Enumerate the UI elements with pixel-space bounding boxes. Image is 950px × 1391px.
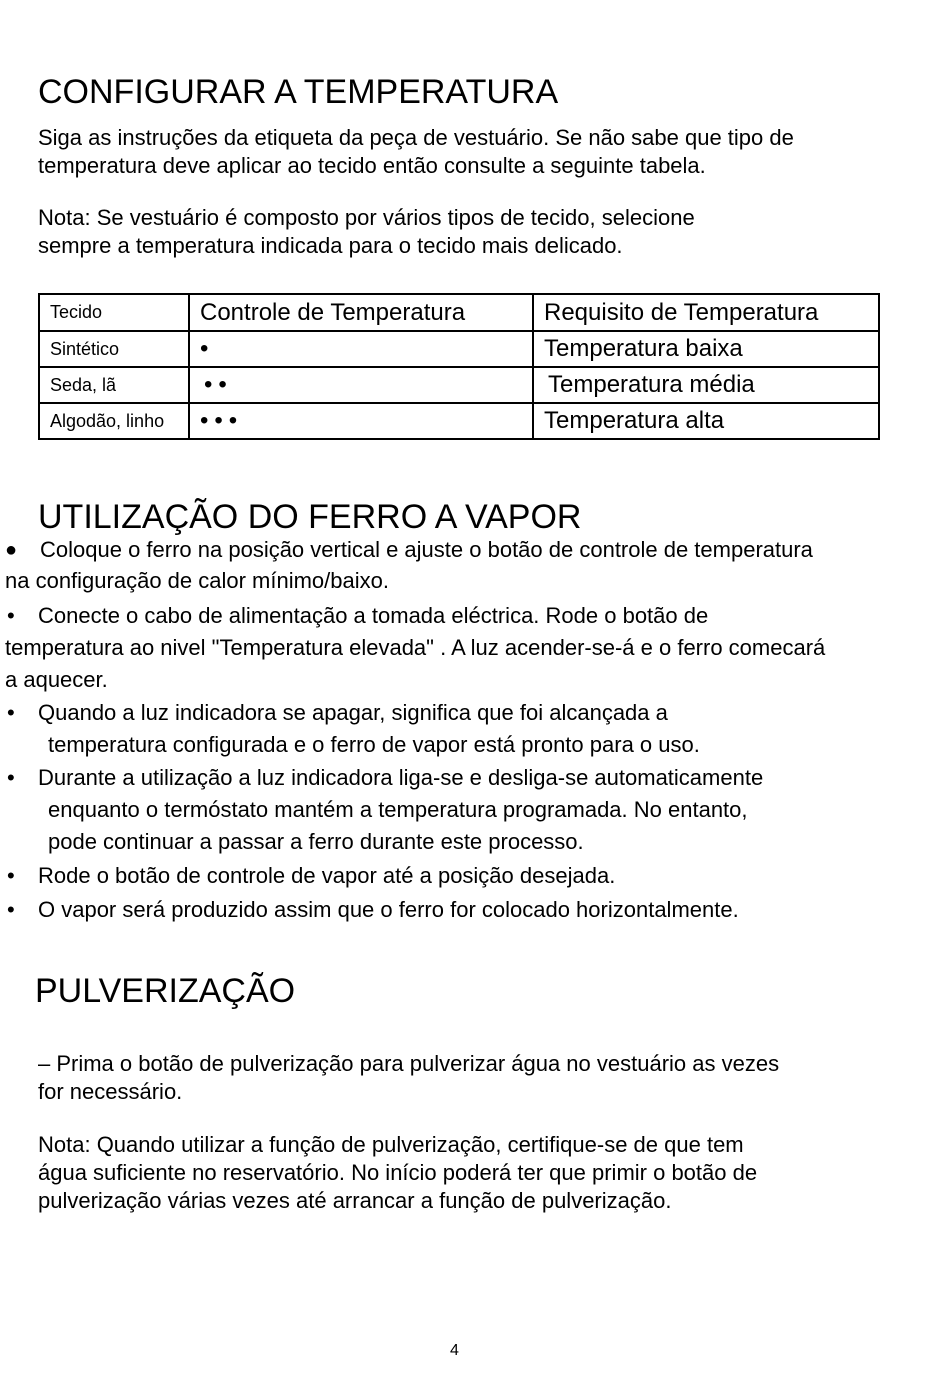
- spray-note-line: pulverização várias vezes até arrancar a função de pulverização.: [38, 1188, 672, 1213]
- table-cell-fabric: Sintético: [39, 331, 189, 367]
- spray-text-line: – Prima o botão de pulverização para pulverizar água no vestuário as vezes: [38, 1051, 780, 1076]
- list-item-text: Conecte o cabo de alimentação a tomada eléctrica. Rode o botão de: [38, 603, 709, 628]
- spray-text-line: for necessário.: [38, 1079, 183, 1104]
- list-item-text: temperatura configurada e o ferro de vapor está pronto para o uso.: [48, 732, 700, 757]
- bullet-icon: •: [7, 603, 15, 628]
- page-number: 4: [450, 1342, 459, 1359]
- bullet-icon: •: [7, 897, 15, 922]
- table-cell-control-dots: •••: [189, 403, 533, 439]
- intro-text-line: Siga as instruções da etiqueta da peça de vestuário. Se não sabe que tipo de: [38, 125, 794, 150]
- bullet-icon: •: [7, 765, 15, 790]
- table-cell-fabric: Algodão, linho: [39, 403, 189, 439]
- table-header-fabric: Tecido: [39, 294, 189, 331]
- list-item-text: Coloque o ferro na posição vertical e ajuste o botão de controle de temperatura: [40, 537, 813, 562]
- table-cell-requirement: Temperatura baixa: [533, 331, 879, 367]
- table-cell-requirement: Temperatura alta: [533, 403, 879, 439]
- list-item-text: Rode o botão de controle de vapor até a posição desejada.: [38, 863, 616, 888]
- spray-note-line: água suficiente no reservatório. No início poderá ter que primir o botão de: [38, 1160, 758, 1185]
- section-heading-temperature: CONFIGURAR A TEMPERATURA: [38, 73, 559, 111]
- section-heading-spray: PULVERIZAÇÃO: [35, 972, 296, 1010]
- intro-text-line: temperatura deve aplicar ao tecido então consulte a seguinte tabela.: [38, 153, 706, 178]
- temperature-table: [38, 293, 880, 440]
- table-row: [39, 403, 879, 439]
- table-cell-control-dots: •: [189, 331, 533, 367]
- table-row: [39, 331, 879, 367]
- note-text-line: Nota: Se vestuário é composto por vários tipos de tecido, selecione: [38, 205, 695, 230]
- list-item-text: pode continuar a passar a ferro durante este processo.: [48, 829, 584, 854]
- section-heading-steam-iron: UTILIZAÇÃO DO FERRO A VAPOR: [38, 498, 582, 536]
- table-row: [39, 367, 879, 403]
- list-item-text: temperatura ao nivel "Temperatura elevada" . A luz acender-se-á e o ferro comecará: [5, 635, 826, 660]
- list-item-text: Durante a utilização a luz indicadora liga-se e desliga-se automaticamente: [38, 765, 764, 790]
- table-header-row: [39, 294, 879, 331]
- table-cell-fabric: Seda, lã: [39, 367, 189, 403]
- bullet-icon: •: [7, 863, 15, 888]
- table-cell-requirement: Temperatura média: [533, 367, 879, 403]
- spray-note-line: Nota: Quando utilizar a função de pulverização, certifique-se de que tem: [38, 1132, 744, 1157]
- table-header-control: Controle de Temperatura: [189, 294, 533, 331]
- list-item-text: Quando a luz indicadora se apagar, significa que foi alcançada a: [38, 700, 668, 725]
- note-text-line: sempre a temperatura indicada para o tecido mais delicado.: [38, 233, 623, 258]
- bullet-icon: •: [7, 700, 15, 725]
- bullet-icon: ●: [5, 539, 18, 561]
- list-item-text: O vapor será produzido assim que o ferro for colocado horizontalmente.: [38, 897, 739, 922]
- table-cell-control-dots: ••: [189, 367, 533, 403]
- list-item-text: a aquecer.: [5, 667, 108, 692]
- list-item-text: enquanto o termóstato mantém a temperatura programada. No entanto,: [48, 797, 748, 822]
- list-item-text: na configuração de calor mínimo/baixo.: [5, 568, 389, 593]
- table-header-requirement: Requisito de Temperatura: [533, 294, 879, 331]
